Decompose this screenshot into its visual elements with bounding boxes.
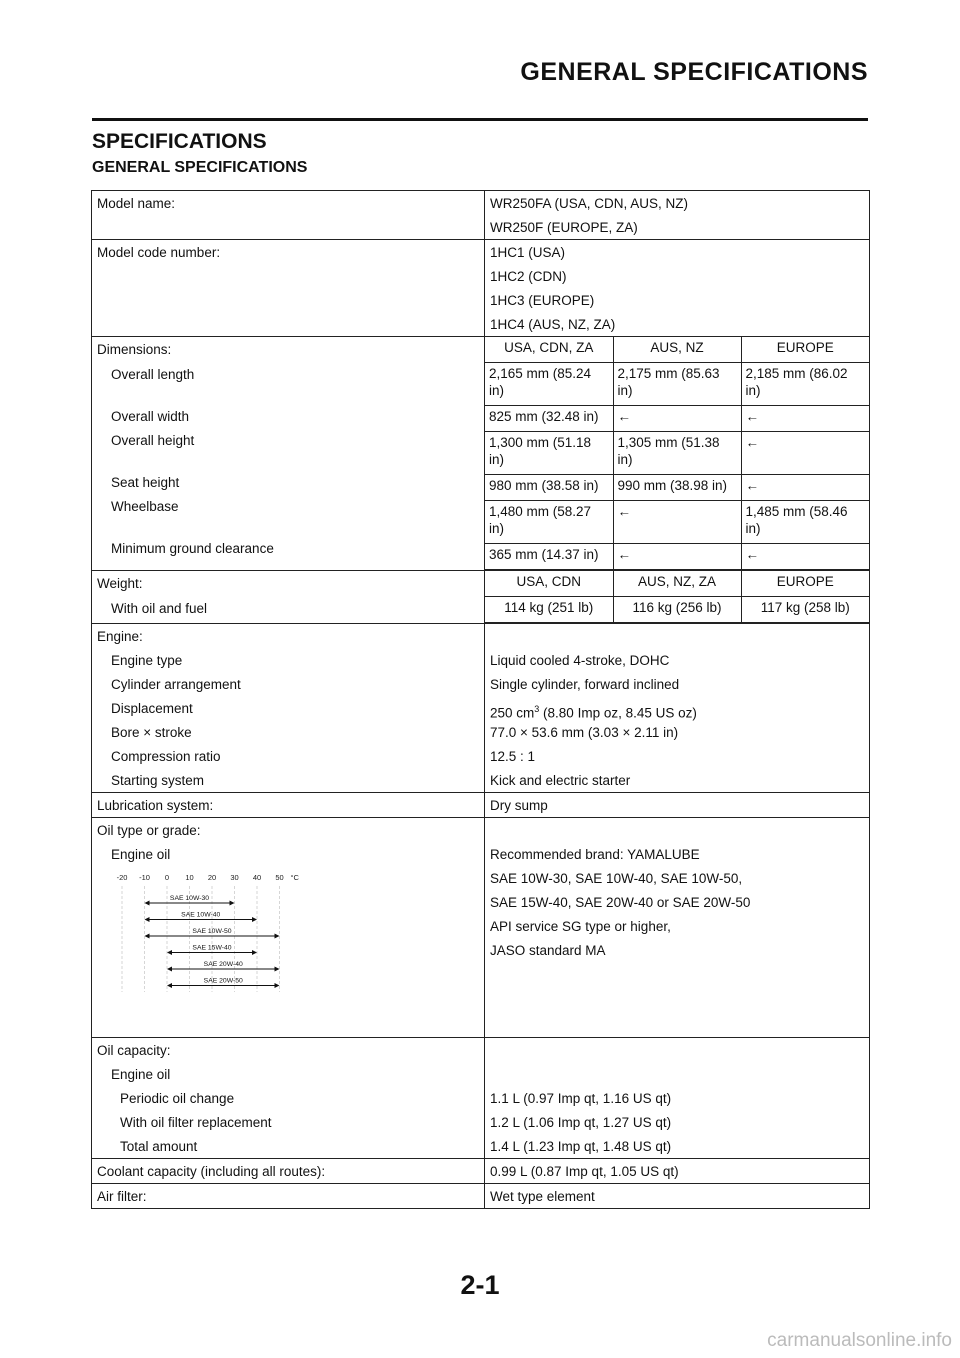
lubrication-label: Lubrication system: (97, 798, 214, 813)
oil-capacity-value: 1.4 L (1.23 Imp qt, 1.48 US qt) (490, 1139, 672, 1154)
engine-value: Single cylinder, forward inclined (490, 677, 680, 692)
engine-value: Liquid cooled 4-stroke, DOHC (490, 653, 670, 668)
air-filter-label: Air filter: (97, 1189, 147, 1204)
engine-sub-label: Starting system (111, 773, 205, 788)
weight-body-row (92, 596, 870, 624)
dim-value: 2,175 mm (85.63 in) (613, 363, 741, 406)
chart-temp-label: -10 (139, 873, 150, 882)
model-name-value: WR250FA (USA, CDN, AUS, NZ) (490, 196, 689, 211)
dim-value: 1,480 mm (58.27 in) (485, 501, 613, 544)
coolant-value: 0.99 L (0.87 Imp qt, 1.05 US qt) (490, 1164, 679, 1179)
dim-value: ← (741, 406, 869, 432)
dimensions-header-row (92, 337, 870, 363)
weight-row-label: With oil and fuel (111, 601, 208, 616)
engine-sub-label: Bore × stroke (111, 725, 192, 740)
model-code-value: 1HC4 (AUS, NZ, ZA) (490, 317, 616, 332)
section-title: SPECIFICATIONS (92, 130, 267, 153)
dim-label: Minimum ground clearance (111, 541, 274, 556)
oil-capacity-item-label: Periodic oil change (120, 1091, 235, 1106)
lubrication-row (92, 793, 870, 818)
dim-value: ← (741, 544, 869, 570)
page-number: 2-1 (460, 1270, 500, 1300)
weight-value: 114 kg (251 lb) (485, 597, 613, 623)
chart-temp-label: 10 (185, 873, 194, 882)
oil-type-label: Oil type or grade: (97, 823, 201, 838)
watermark: carmanualsonline.info (767, 1330, 952, 1351)
dim-value: 1,485 mm (58.46 in) (741, 501, 869, 544)
lubrication-value: Dry sump (490, 798, 548, 813)
oil-capacity-value: 1.1 L (0.97 Imp qt, 1.16 US qt) (490, 1091, 672, 1106)
dim-label: Overall width (111, 409, 190, 424)
model-name-value: WR250F (EUROPE, ZA) (490, 220, 638, 235)
dim-value: 990 mm (38.98 in) (613, 475, 741, 501)
model-code-value: 1HC3 (EUROPE) (490, 293, 595, 308)
dim-value: 365 mm (14.37 in) (485, 544, 613, 570)
dim-value: 2,165 mm (85.24 in) (485, 363, 613, 406)
header-rule (92, 118, 868, 121)
spec-table (91, 190, 870, 1209)
dim-value: 1,300 mm (51.18 in) (485, 432, 613, 475)
chart-temp-label: 30 (230, 873, 239, 882)
engine-sub-label: Displacement (111, 701, 193, 716)
chart-unit-label: °C (290, 873, 299, 882)
oil-capacity-item-label: With oil filter replacement (120, 1115, 272, 1130)
dim-label: Wheelbase (111, 499, 179, 514)
oil-capacity-value: 1.2 L (1.06 Imp qt, 1.27 US qt) (490, 1115, 672, 1130)
coolant-row (92, 1159, 870, 1184)
chart-arrow-right (252, 917, 257, 922)
weight-value: 116 kg (256 lb) (613, 597, 741, 623)
dim-value: 825 mm (32.48 in) (485, 406, 613, 432)
dim-value: ← (741, 475, 869, 501)
displacement-value: 250 $cm^3$ (8.80 Imp oz, 8.45 US oz) (490, 704, 697, 721)
model-code-value: 1HC2 (CDN) (490, 269, 567, 284)
dim-value: ← (741, 432, 869, 475)
dimensions-col: EUROPE (741, 337, 869, 362)
dimensions-col: AUS, NZ (613, 337, 741, 362)
air-filter-value: Wet type element (490, 1189, 595, 1204)
engine-sub-label: Compression ratio (111, 749, 221, 764)
chart-arrow-left (167, 983, 172, 988)
chart-arrow-right (275, 983, 280, 988)
chart-arrow-left (145, 934, 150, 939)
chart-arrow-right (230, 901, 235, 906)
oil-type-value: SAE 10W-30, SAE 10W-40, SAE 10W-50, (490, 871, 743, 886)
chart-grade-label: SAE 10W-30 (169, 895, 210, 902)
oil-type-value: API service SG type or higher, (490, 919, 671, 934)
chart-temp-label: 20 (207, 873, 217, 882)
chart-temp-label: 0 (164, 873, 170, 882)
section-subtitle: GENERAL SPECIFICATIONS (92, 159, 308, 176)
dim-value: 980 mm (38.58 in) (485, 475, 613, 501)
chart-temp-label: 50 (275, 873, 284, 882)
chart-grade-label: SAE 15W-40 (192, 944, 232, 952)
weight-col: USA, CDN (516, 574, 581, 589)
weight-col: AUS, NZ, ZA (613, 571, 741, 596)
oil-viscosity-chart (110, 870, 330, 995)
chart-arrow-right (252, 950, 257, 955)
header-title: GENERAL SPECIFICATIONS (520, 58, 868, 86)
chart-arrow-left (145, 917, 150, 922)
dim-value: ← (613, 501, 741, 544)
oil-capacity-sub-label: Engine oil (111, 1067, 171, 1082)
engine-row (92, 624, 870, 793)
chart-temp-label: -20 (116, 873, 128, 882)
oil-type-sub-label: Engine oil (111, 847, 171, 862)
engine-sub-label: Engine type (111, 653, 183, 668)
weight-header-row (92, 571, 870, 597)
dim-value: 1,305 mm (51.38 in) (613, 432, 741, 475)
engine-value: 77.0 × 53.6 mm (3.03 × 2.11 in) (490, 725, 679, 740)
chart-arrow-left (167, 967, 172, 972)
model-code-row (92, 240, 870, 337)
weight-value: 117 kg (258 lb) (741, 597, 869, 623)
dimensions-col: USA, CDN, ZA (504, 340, 594, 355)
dimensions-body-row (92, 362, 870, 571)
weight-col: EUROPE (741, 571, 869, 596)
engine-value: 12.5 : 1 (490, 749, 536, 764)
chart-grade-label: SAE 20W-50 (203, 977, 243, 985)
dim-value: ← (613, 406, 741, 432)
dimensions-label: Dimensions: (97, 342, 172, 357)
oil-type-row (92, 818, 870, 1038)
engine-sub-label: Cylinder arrangement (111, 677, 241, 692)
chart-arrow-right (275, 934, 280, 939)
air-filter-row (92, 1184, 870, 1209)
dim-value: ← (613, 544, 741, 570)
chart-grade-label: SAE 10W-50 (192, 928, 232, 935)
oil-capacity-item-label: Total amount (120, 1139, 198, 1154)
dim-label: Overall height (111, 433, 195, 448)
chart-grade-label: SAE 10W-40 (181, 911, 221, 919)
chart-grade-label: SAE 20W-40 (203, 961, 243, 968)
coolant-label: Coolant capacity (including all routes): (97, 1164, 326, 1179)
chart-temp-label: 40 (252, 873, 262, 882)
model-code-value: 1HC1 (USA) (490, 245, 566, 260)
chart-arrow-left (145, 901, 150, 906)
engine-value: Kick and electric starter (490, 773, 631, 788)
oil-type-value: JASO standard MA (490, 943, 606, 958)
dim-label: Overall length (111, 367, 195, 382)
chart-arrow-right (275, 967, 280, 972)
dim-label: Seat height (111, 475, 180, 490)
model-name-row (92, 191, 870, 240)
oil-capacity-row (92, 1038, 870, 1159)
oil-type-value: SAE 15W-40, SAE 20W-40 or SAE 20W-50 (490, 895, 751, 910)
oil-capacity-label: Oil capacity: (97, 1043, 171, 1058)
chart-arrow-left (167, 950, 172, 955)
dim-value: 2,185 mm (86.02 in) (741, 363, 869, 406)
weight-label: Weight: (97, 576, 143, 591)
engine-label: Engine: (97, 629, 143, 644)
oil-type-value: Recommended brand: YAMALUBE (490, 847, 700, 862)
model-code-label: Model code number: (97, 245, 221, 260)
model-name-label: Model name: (97, 196, 176, 211)
